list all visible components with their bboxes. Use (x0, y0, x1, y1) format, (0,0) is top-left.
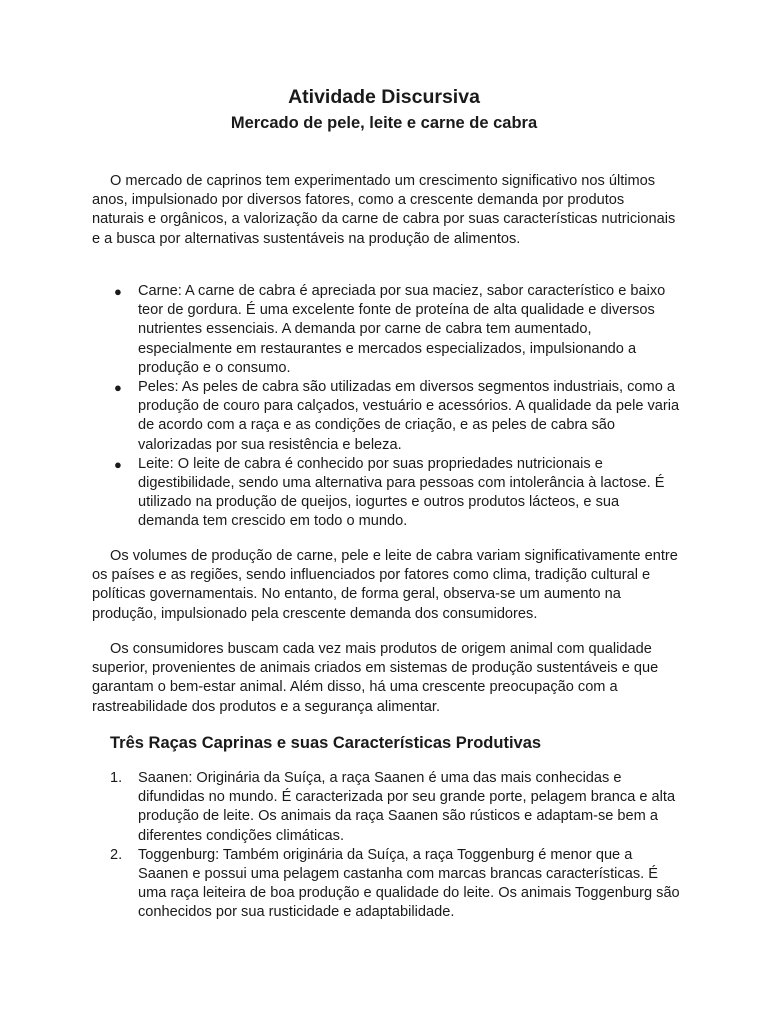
list-item (92, 378, 682, 455)
bullet-marker: ● (114, 284, 122, 299)
bullet-marker: ● (114, 380, 122, 396)
list-item-text: Saanen: Originária da Suíça, a raça Saanen é uma das mais conhecidas e difundidas no mundo. É caracterizada por seu grande porte, pelagem branca e alta produção de leite. Os animais da raça Saanen são rústicos e adaptam-se bem a diferentes condições climáticas. (138, 770, 676, 844)
list-item (92, 455, 682, 532)
document-title: Atividade Discursiva (288, 86, 480, 108)
list-item-text: Leite: O leite de cabra é conhecido por suas propriedades nutricionais e digestibilidade, sendo uma alternativa para pessoas com intolerância à lactose. É utilizado na produção de queijos, iogurtes e outros produtos lácteos, e sua demanda tem crescido em todo o mundo. (138, 455, 665, 530)
list-item (92, 846, 682, 923)
intro-text: O mercado de caprinos tem experimentado um crescimento significativo nos últimos anos, impulsionado por diversos fatores, como a crescente demanda por produtos naturais e orgânicos, a valorização da carne de cabra por suas características nutricionais e a busca por alternativas sustentáveis na produção de alimentos. (92, 173, 676, 247)
section-heading: Três Raças Caprinas e suas Características Produtivas (110, 734, 542, 752)
consumers-paragraph (92, 640, 680, 717)
consumers-text: Os consumidores buscam cada vez mais produtos de origem animal com qualidade superior, provenientes de animais criados em sistemas de produção sustentáveis e que garantam o bem-estar animal. Além disso, há uma crescente preocupação com a rastreabilidade dos produtos e a segurança alimentar. (92, 641, 659, 715)
breeds-numbered-list (92, 769, 682, 923)
list-item (92, 282, 682, 378)
document-subtitle: Mercado de pele, leite e carne de cabra (230, 114, 538, 132)
production-paragraph (92, 547, 680, 624)
number-marker: 1. (110, 770, 123, 786)
list-item-text: Peles: As peles de cabra são utilizadas em diversos segmentos industriais, como a produção de couro para calçados, vestuário e acessórios. A qualidade da pele varia de acordo com a raça e as condições de criação, e as peles de cabra são valorizadas por sua resistência e beleza. (138, 379, 680, 453)
list-item (92, 769, 682, 846)
products-bullet-list (92, 282, 682, 532)
production-text: Os volumes de produção de carne, pele e leite de cabra variam significativamente entre os países e as regiões, sendo influenciados por fatores como clima, tradição cultural e políticas governamentais. No entanto, de forma geral, observa-se um aumento na produção, impulsionado pela crescente demanda dos consumidores. (92, 548, 678, 622)
list-item-text: Toggenburg: Também originária da Suíça, a raça Toggenburg é menor que a Saanen e possui uma pelagem castanha com marcas brancas características. É uma raça leiteira de boa produção e qualidade do leite. Os animais Toggenburg são conhecidos por sua rusticidade e adaptabilidade. (138, 846, 680, 921)
bullet-marker: ● (114, 456, 122, 472)
intro-paragraph (92, 172, 680, 249)
list-item-text: Carne: A carne de cabra é apreciada por sua maciez, sabor característico e baixo teor de gordura. É uma excelente fonte de proteína de alta qualidade e diversos nutrientes essenciais. A demanda por carne de cabra tem aumentado, especialmente em restaurantes e mercados especializados, impulsionando a produção e o consumo. (138, 283, 666, 376)
number-marker: 2. (110, 846, 123, 863)
